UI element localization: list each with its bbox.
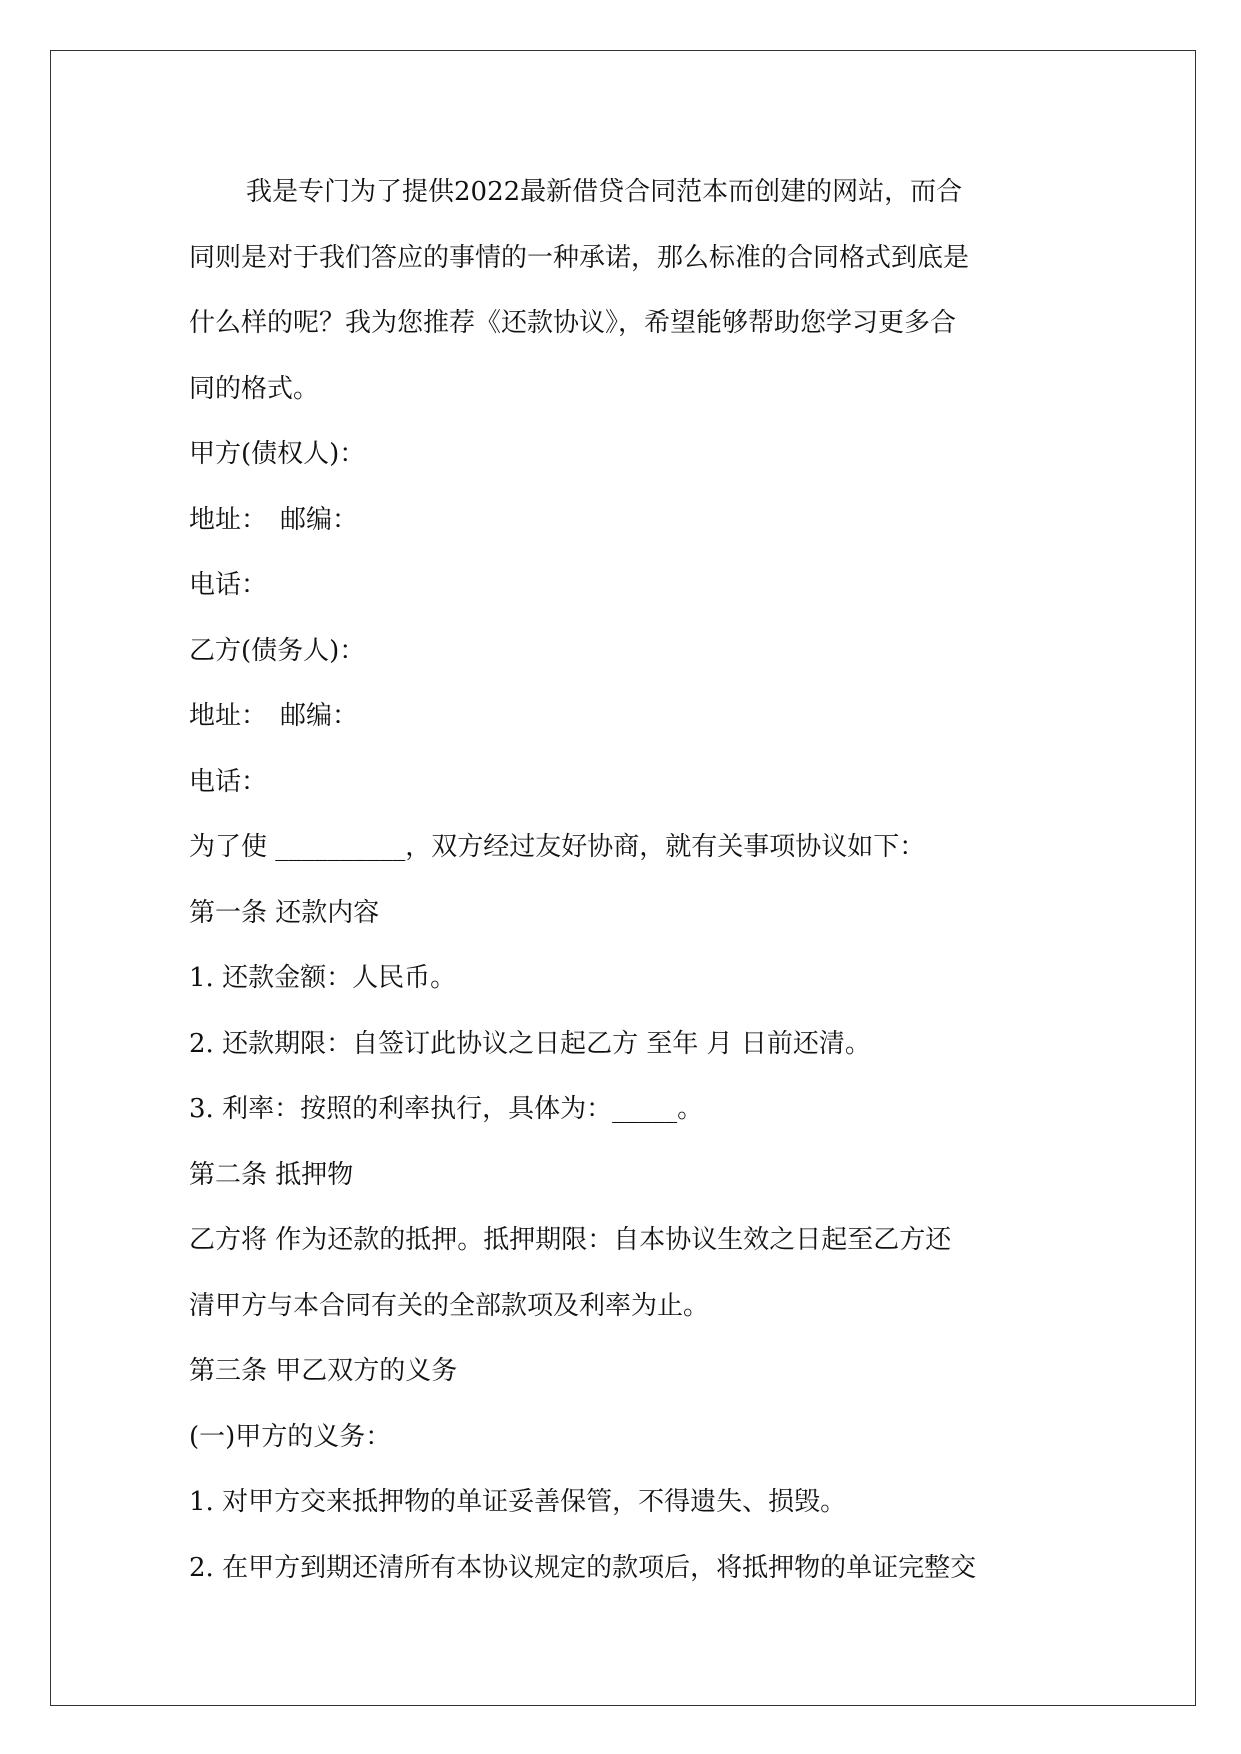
intro-line: 同则是对于我们答应的事情的一种承诺，那么标准的合同格式到底是 <box>189 242 970 273</box>
article1-item: 2. 还款期限：自签订此协议之日起乙方 至年 月 日前还清。 <box>189 1028 871 1059</box>
intro-line: 什么样的呢？我为您推荐《还款协议》，希望能够帮助您学习更多合 <box>189 308 957 338</box>
party-b-title: 乙方(债务人)： <box>189 635 366 666</box>
article2-body-line: 清甲方与本合同有关的全部款项及利率为止。 <box>189 1290 710 1321</box>
document-body <box>189 160 1059 1601</box>
intro-line: 我是专门为了提供2022最新借贷合同范本而创建的网站，而合 <box>246 177 963 207</box>
article2-heading: 第二条 抵押物 <box>189 1159 354 1190</box>
article3-item: 1. 对甲方交来抵押物的单证妥善保管，不得遗失、损毁。 <box>189 1487 847 1517</box>
intro-line: 同的格式。 <box>189 373 320 404</box>
party-b-address: 地址： 邮编： <box>189 701 359 731</box>
article3-heading: 第三条 甲乙双方的义务 <box>189 1356 458 1386</box>
party-a-title: 甲方(债权人)： <box>189 439 366 469</box>
preamble: 为了使 __________，双方经过友好协商，就有关事项协议如下： <box>189 832 926 862</box>
article1-heading: 第一条 还款内容 <box>189 897 380 928</box>
article1-item: 3. 利率：按照的利率执行，具体为：_____。 <box>189 1094 704 1124</box>
article2-body-line: 乙方将 作为还款的抵押。抵押期限：自本协议生效之日起至乙方还 <box>189 1225 952 1255</box>
party-b-phone: 电话： <box>189 766 268 797</box>
article3-subheading: (一)甲方的义务： <box>189 1421 392 1452</box>
article3-item: 2. 在甲方到期还清所有本协议规定的款项后，将抵押物的单证完整交 <box>189 1552 977 1583</box>
party-a-address: 地址： 邮编： <box>189 504 359 535</box>
article1-item: 1. 还款金额：人民币。 <box>189 963 457 993</box>
party-a-phone: 电话： <box>189 570 268 600</box>
